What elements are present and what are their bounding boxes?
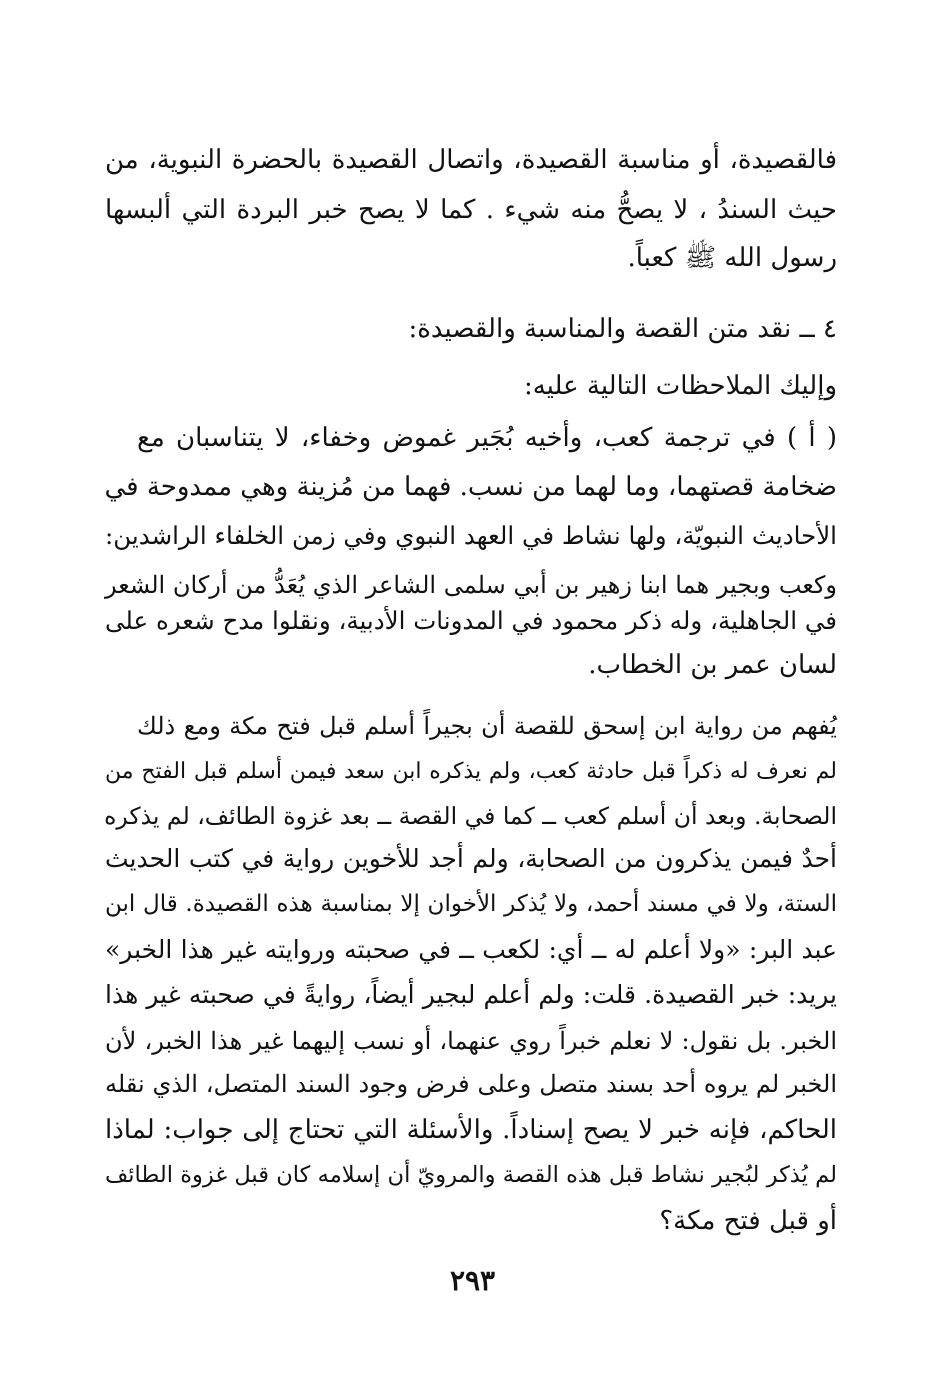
paragraph-a-line-2: ضخامة قصتهما، وما لهما من نسب. فهما من مُزينة وهي ممدوحة في	[104, 472, 837, 502]
intro-line: وإليك الملاحظات التالية عليه:	[523, 371, 837, 401]
paragraph-b-line-10: الحاكم، فإنه خبر لا يصح إسناداً. والأسئلة التي تحتاج إلى جواب: لماذا	[105, 1115, 837, 1145]
page-number: ٢٩٣	[449, 1264, 496, 1297]
paragraph-b-line-12: أو قبل فتح مكة؟	[659, 1206, 837, 1236]
paragraph-b-line-11: لم يُذكر لبُجير نشاط قبل هذه القصة والمرويّ أن إسلامه كان قبل غزوة الطائف	[105, 1162, 837, 1188]
paragraph-1-line-3: رسول الله ﷺ كعباً.	[627, 243, 837, 273]
paragraph-b-line-3: الصحابة. وبعد أن أسلم كعب ــ كما في القصة ــ بعد غزوة الطائف، لم يذكره	[104, 802, 837, 830]
paragraph-b-line-8: الخبر. بل نقول: لا نعلم خبراً روي عنهما، أو نسب إليهما غير هذا الخبر، لأن	[105, 1027, 837, 1055]
paragraph-a-line-5: في الجاهلية، وله ذكر محمود في المدونات الأدبية، ونقلوا مدح شعره على	[105, 606, 837, 635]
paragraph-a-line-6: لسان عمر بن الخطاب.	[588, 650, 837, 680]
paragraph-b-line-9: الخبر لم يروه أحد بسند متصل وعلى فرض وجود السند المتصل، الذي نقله	[105, 1070, 837, 1098]
paragraph-a-line-1: ( أ ) في ترجمة كعب، وأخيه بُجَير غموض وخفاء، لا يتناسبان مع	[137, 423, 837, 453]
section-heading: ٤ ــ نقد متن القصة والمناسبة والقصيدة:	[408, 314, 837, 344]
paragraph-b-line-7: يريد: خبر القصيدة. قلت: ولم أعلم لبجير أيضاً، روايةً في صحبته غير هذا	[105, 980, 837, 1009]
paragraph-b-line-6: عبد البر: «ولا أعلم له ــ أي: لكعب ــ في صحبته وروايته غير هذا الخبر»	[105, 935, 837, 964]
paragraph-b-line-4: أحدٌ فيمن يذكرون من الصحابة، ولم أجد للأخوين رواية في كتب الحديث	[105, 844, 837, 873]
paragraph-b-line-2: لم نعرف له ذكراً قبل حادثة كعب، ولم يذكره ابن سعد فيمن أسلم قبل الفتح من	[105, 759, 837, 784]
paragraph-a-line-4: وكعب وبجير هما ابنا زهير بن أبي سلمى الشاعر الذي يُعَدُّ من أركان الشعر	[105, 571, 837, 599]
paragraph-b-line-1: يُفهم من رواية ابن إسحق للقصة أن بجيراً أسلم قبل فتح مكة ومع ذلك	[137, 712, 837, 740]
paragraph-b-line-5: الستة، ولا في مسند أحمد، ولا يُذكر الأخوان إلا بمناسبة هذه القصيدة. قال ابن	[105, 891, 837, 917]
paragraph-1-line-2: حيث السندُ ، لا يصحُّ منه شيء . كما لا يصح خبر البردة التي ألبسها	[105, 195, 837, 225]
paragraph-1-line-1: فالقصيدة، أو مناسبة القصيدة، واتصال القصيدة بالحضرة النبوية، من	[105, 145, 837, 175]
paragraph-a-line-3: الأحاديث النبويّة، ولها نشاط في العهد النبوي وفي زمن الخلفاء الراشدين:	[105, 521, 837, 550]
